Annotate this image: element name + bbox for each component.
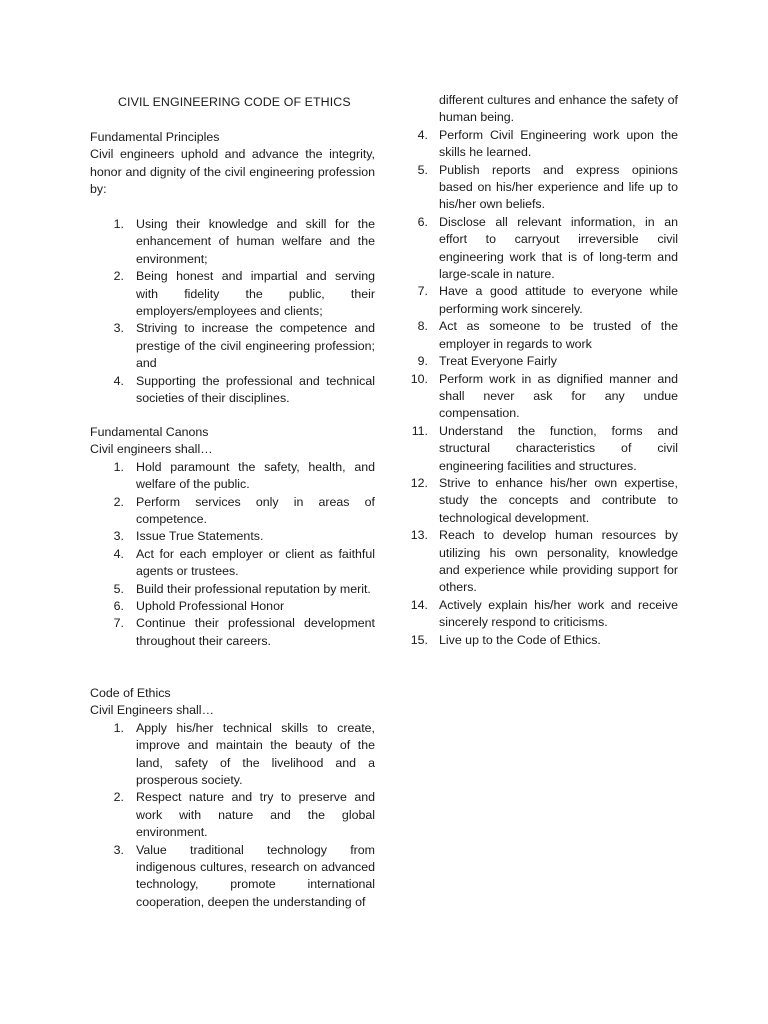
list-item-text: Treat Everyone Fairly xyxy=(439,354,557,369)
list-item xyxy=(410,632,678,649)
fundamental-canons-intro: Civil engineers shall… xyxy=(90,442,213,457)
list-item-text: Supporting the professional and technical societies of their disciplines. xyxy=(136,373,375,406)
list-item-number: 4. xyxy=(113,373,124,388)
list-item-text-continued: different cultures and enhance the safety of human being. xyxy=(439,93,678,125)
list-item-text: Striving to increase the competence and prestige of the civil engineering profession; and xyxy=(136,321,375,371)
list-item-number: 7. xyxy=(417,284,428,299)
list-item-number: 9. xyxy=(417,354,428,369)
list-item xyxy=(410,214,678,284)
list-item xyxy=(90,216,375,268)
code-of-ethics-section xyxy=(90,685,375,911)
list-item-text: Live up to the Code of Ethics. xyxy=(439,632,601,647)
list-item xyxy=(90,268,375,320)
code-of-ethics-heading: Code of Ethics xyxy=(90,686,171,700)
list-item-number: 5. xyxy=(113,581,124,596)
list-item xyxy=(410,475,678,527)
list-item xyxy=(410,318,678,353)
list-item-text: Hold paramount the safety, health, and welfare of the public. xyxy=(136,459,375,492)
list-item xyxy=(410,597,678,632)
list-item-number: 2. xyxy=(113,269,124,284)
fundamental-canons-list xyxy=(90,459,375,650)
list-item-text: Issue True Statements. xyxy=(136,529,264,544)
list-item xyxy=(90,494,375,529)
code-of-ethics-list xyxy=(90,720,375,911)
list-item-number: 12. xyxy=(410,475,428,490)
list-item-number: 3. xyxy=(113,321,124,336)
list-item xyxy=(90,720,375,790)
list-item-text: Continue their professional development throughout their careers. xyxy=(136,616,375,648)
list-item-number: 1. xyxy=(113,217,124,232)
list-item xyxy=(90,789,375,841)
list-item-number: 3. xyxy=(113,529,124,544)
list-item-number: 7. xyxy=(113,616,124,631)
list-item-number: 1. xyxy=(113,459,124,474)
list-item-text: Apply his/her technical skills to create, improve and maintain the beauty of the land, safety of the livelihood and a prosperous society. xyxy=(136,720,375,788)
list-item xyxy=(90,528,375,545)
list-item xyxy=(410,423,678,475)
list-item-number: 1. xyxy=(113,720,124,735)
list-item-number: 2. xyxy=(113,494,124,509)
list-item-number: 3. xyxy=(113,842,124,857)
list-item-text: Perform Civil Engineering work upon the skills he learned. xyxy=(439,127,678,160)
list-item-text: Being honest and impartial and serving with fidelity the public, their employers/employees and clients; xyxy=(136,269,375,319)
fundamental-principles-heading: Fundamental Principles xyxy=(90,130,220,144)
list-item-number: 4. xyxy=(417,127,428,142)
list-item-number: 6. xyxy=(417,214,428,229)
list-item-text: Perform work in as dignified manner and shall never ask for any undue compensation. xyxy=(439,371,678,421)
fundamental-principles-list xyxy=(90,216,375,407)
list-item-text: Value traditional technology from indigenous cultures, research on advanced technology, promote international cooperation, deepen the understanding of xyxy=(136,842,375,909)
list-item xyxy=(410,371,678,423)
list-item-number: 15. xyxy=(410,632,428,647)
list-item xyxy=(90,546,375,581)
list-item-number: 11. xyxy=(411,423,428,438)
list-item xyxy=(90,373,375,408)
list-item-number: 14. xyxy=(410,597,428,612)
list-item-number: 2. xyxy=(113,790,124,805)
list-item-text: Strive to enhance his/her own expertise, study the concepts and contribute to technological development. xyxy=(439,475,678,525)
list-item-text: Actively explain his/her work and receive sincerely respond to criticisms. xyxy=(439,597,678,630)
list-item xyxy=(410,127,678,162)
list-item-number: 10. xyxy=(410,371,428,386)
list-item-number: 13. xyxy=(410,528,428,543)
list-item-number: 4. xyxy=(113,546,124,561)
list-item-text: Reach to develop human resources by utilizing his own personality, knowledge and experience while providing support for others. xyxy=(439,528,678,595)
list-item xyxy=(90,320,375,372)
list-item-number: 6. xyxy=(113,599,124,614)
list-item-number: 5. xyxy=(417,162,428,177)
list-item xyxy=(410,353,678,370)
list-item xyxy=(90,581,375,598)
list-item xyxy=(90,615,375,650)
list-item xyxy=(90,842,375,912)
fundamental-principles-intro: Civil engineers uphold and advance the integrity, honor and dignity of the civil engineering profession by: xyxy=(90,147,375,197)
list-item-text: Disclose all relevant information, in an effort to carryout irreversible civil engineering work that is of long-term and large-scale in nature. xyxy=(439,214,678,282)
list-item-text: Act for each employer or client as faithful agents or trustees. xyxy=(136,546,375,579)
list-item-number: 8. xyxy=(417,319,428,334)
list-item-text: Build their professional reputation by merit. xyxy=(136,581,371,596)
code-of-ethics-continued xyxy=(410,92,678,649)
document-title: CIVIL ENGINEERING CODE OF ETHICS xyxy=(118,95,351,109)
list-item xyxy=(410,162,678,214)
list-item-text: Using their knowledge and skill for the enhancement of human welfare and the environment; xyxy=(136,217,375,266)
list-item-text: Act as someone to be trusted of the employer in regards to work xyxy=(439,319,678,351)
fundamental-canons-section xyxy=(90,424,375,650)
list-item-text: Have a good attitude to everyone while performing work sincerely. xyxy=(439,284,678,316)
list-item xyxy=(90,598,375,615)
code-of-ethics-list-continued xyxy=(410,127,678,649)
list-item-text: Understand the function, forms and structural characteristics of civil engineering facilities and structures. xyxy=(439,423,678,473)
list-item-text: Perform services only in areas of competence. xyxy=(136,494,375,527)
list-item xyxy=(410,283,678,318)
fundamental-canons-heading: Fundamental Canons xyxy=(90,425,209,439)
list-item-text: Publish reports and express opinions based on his/her experience and life up to his/her own beliefs. xyxy=(439,162,678,212)
list-item-text: Uphold Professional Honor xyxy=(136,599,285,614)
code-of-ethics-intro: Civil Engineers shall… xyxy=(90,703,214,718)
fundamental-principles-section xyxy=(90,129,375,407)
list-item xyxy=(90,459,375,494)
list-item-text: Respect nature and try to preserve and work with nature and the global environment. xyxy=(136,790,375,840)
list-item xyxy=(410,527,678,597)
